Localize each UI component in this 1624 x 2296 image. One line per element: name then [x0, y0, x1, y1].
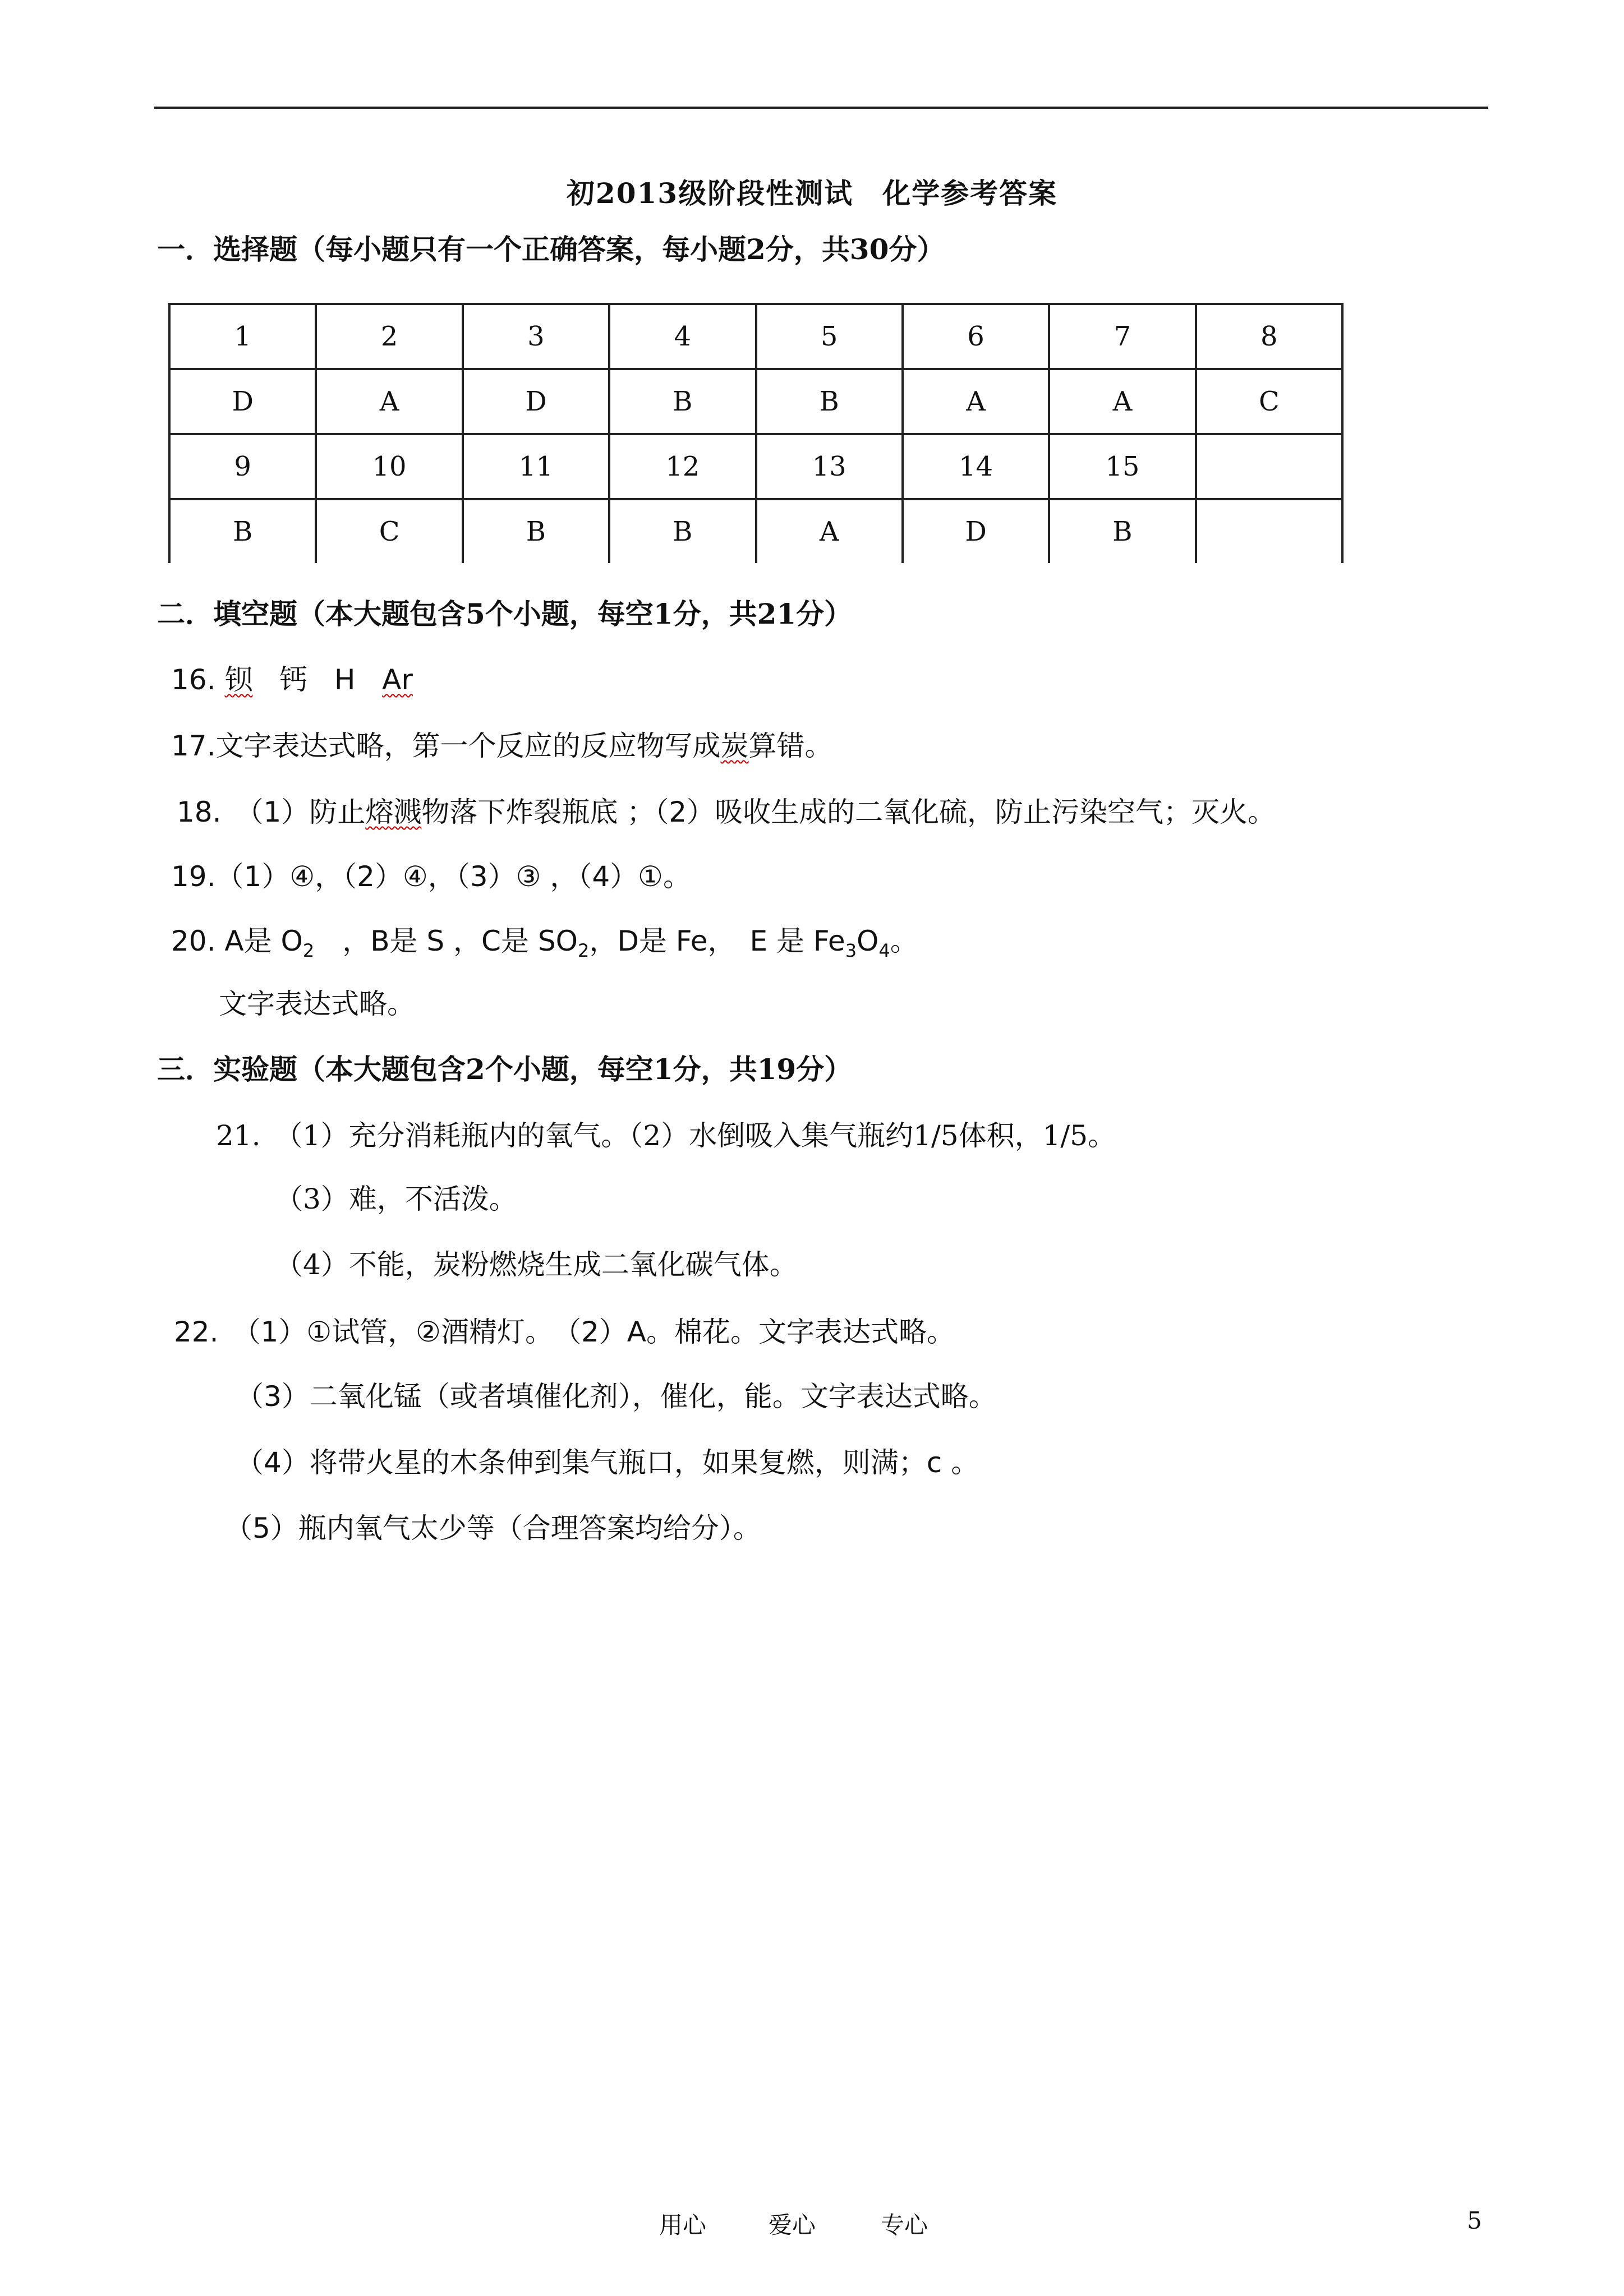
answer-table-cell: [1196, 499, 1342, 563]
answer-table-cell: 2: [316, 304, 462, 369]
answer-table-cell: A: [903, 369, 1049, 434]
answer-table-cell: C: [1196, 369, 1342, 434]
answer-table-cell: B: [1049, 499, 1195, 563]
answer-22-1: 22. （1）①试管，②酒精灯。 （2）A。棉花。文字表达式略。: [174, 1316, 955, 1348]
answer-table-cell: D: [903, 499, 1049, 563]
answer-18: 18. （1）防止熔溅物落下炸裂瓶底 ；（2）吸收生成的二氧化硫，防止污染空气；灭火。: [177, 796, 1276, 828]
answer-table-cell: 3: [463, 304, 609, 369]
answer-table-cell: B: [609, 499, 756, 563]
section3-heading: 三．实验题（本大题包含2个小题，每空1分，共19分）: [157, 1053, 853, 1086]
answer-table-cell: 6: [903, 304, 1049, 369]
answer-22-3: （3）二氧化锰（或者填催化剂），催化，能。文字表达式略。: [236, 1380, 997, 1413]
answer-19: 19.（1）④，（2）④，（3）③ ，（4）①。: [171, 860, 691, 893]
answer-table-cell: D: [169, 369, 316, 434]
answer-20-note: 文字表达式略。: [219, 988, 415, 1020]
answer-table-row: [169, 499, 1342, 563]
answer-table: [168, 303, 1344, 563]
answer-table-cell: B: [609, 369, 756, 434]
answer-table-cell: C: [316, 499, 462, 563]
footer-aixin: 爱心: [769, 2211, 816, 2239]
answer-table-cell: B: [169, 499, 316, 563]
answer-table-row: [169, 304, 1342, 369]
answer-table-row: [169, 434, 1342, 499]
answer-table-cell: 7: [1049, 304, 1195, 369]
answer-17: 17.文字表达式略，第一个反应的反应物写成炭算错。: [171, 730, 833, 762]
answer-table-cell: B: [756, 369, 903, 434]
answer-table-cell: A: [316, 369, 462, 434]
answer-table-cell: 12: [609, 434, 756, 499]
answer-table-cell: 8: [1196, 304, 1342, 369]
answer-table-cell: [1196, 434, 1342, 499]
footer-yongxin: 用心: [659, 2211, 707, 2239]
section1-heading: 一．选择题（每小题只有一个正确答案，每小题2分，共30分）: [157, 233, 945, 266]
answer-table-cell: 15: [1049, 434, 1195, 499]
answer-16: 16. 钡 钙 H Ar: [171, 663, 413, 696]
answer-table-cell: A: [1049, 369, 1195, 434]
answer-22-5: （5）瓶内氧气太少等（合理答案均给分）。: [224, 1512, 761, 1545]
answer-table-cell: B: [463, 499, 609, 563]
answer-table-cell: 10: [316, 434, 462, 499]
answer-21-3: （3）难，不活泼。: [275, 1183, 517, 1215]
page-title: 初2013级阶段性测试 化学参考答案: [566, 177, 1058, 210]
answer-table-cell: 14: [903, 434, 1049, 499]
answer-21-1: 21. （1）充分消耗瓶内的氧气。（2）水倒吸入集气瓶约1/5体积，1/5。: [216, 1119, 1116, 1152]
answer-table-cell: 11: [463, 434, 609, 499]
answer-table-cell: D: [463, 369, 609, 434]
page-number: 5: [1467, 2207, 1482, 2234]
answer-22-4: （4）将带火星的木条伸到集气瓶口，如果复燃，则满；c 。: [236, 1446, 979, 1479]
footer-zhuanxin: 专心: [881, 2211, 928, 2239]
answer-20: 20. A是 $O_2$ ，B是 S ，C是 $SO_2$，D是 Fe， E 是 $Fe_3O_4$。: [171, 925, 918, 961]
section2-heading: 二．填空题（本大题包含5个小题，每空1分，共21分）: [157, 597, 853, 630]
answer-table-cell: 13: [756, 434, 903, 499]
answer-table-cell: A: [756, 499, 903, 563]
answer-table-cell: 4: [609, 304, 756, 369]
answer-table-cell: 1: [169, 304, 316, 369]
header-rule: [154, 107, 1488, 109]
answer-21-4: （4）不能，炭粉燃烧生成二氧化碳气体。: [275, 1248, 798, 1281]
answer-table-row: [169, 369, 1342, 434]
answer-table-cell: 5: [756, 304, 903, 369]
answer-table-cell: 9: [169, 434, 316, 499]
